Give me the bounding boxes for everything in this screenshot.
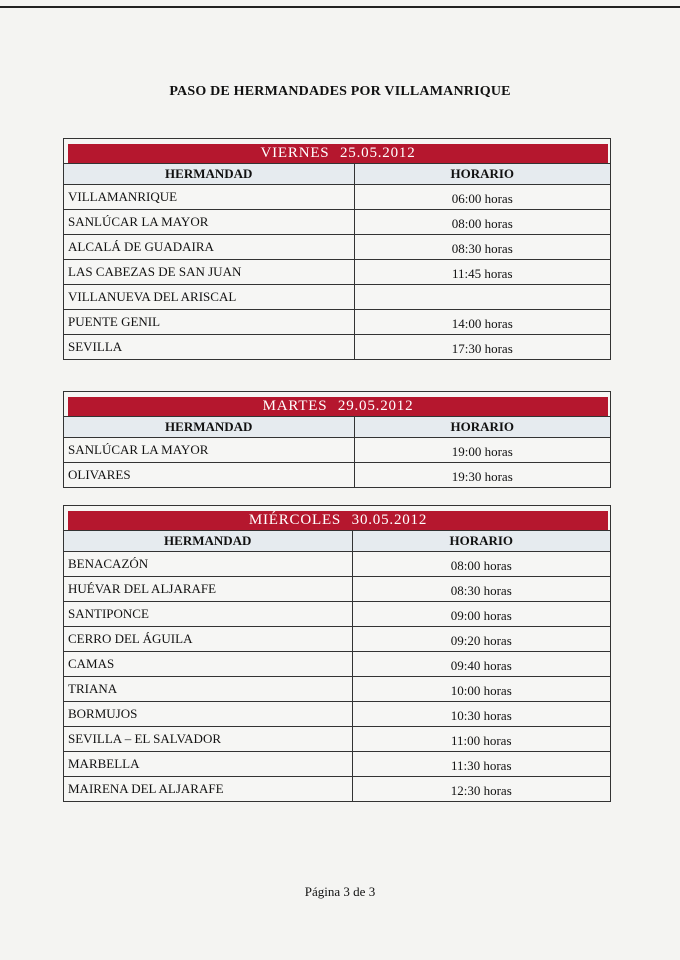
hermandad-cell: VILLANUEVA DEL ARISCAL [64,285,354,310]
scan-edge [0,0,680,8]
column-header-hermandad: HERMANDAD [64,164,354,185]
table-row [64,552,610,577]
hermandad-cell: HUÉVAR DEL ALJARAFE [64,577,352,602]
hermandad-cell: VILLAMANRIQUE [64,185,354,210]
schedule-table-martes [63,391,611,488]
day-banner [68,511,608,530]
schedule-grid [64,416,610,487]
day-label: MARTES [262,398,328,414]
table-row [64,260,610,285]
schedule-grid [64,163,610,359]
horario-cell: 19:00 horas [354,438,610,463]
column-header-hermandad: HERMANDAD [64,417,354,438]
horario-cell: 08:30 horas [352,577,610,602]
horario-cell: 08:30 horas [354,235,610,260]
schedule-table-miercoles [63,505,611,802]
hermandad-cell: LAS CABEZAS DE SAN JUAN [64,260,354,285]
column-header-horario: HORARIO [354,417,610,438]
page-number: Página 3 de 3 [304,884,376,899]
hermandad-cell: BENACAZÓN [64,552,352,577]
horario-cell: 08:00 horas [352,552,610,577]
horario-cell: 12:30 horas [352,777,610,802]
table-row [64,677,610,702]
day-banner [68,397,608,416]
horario-cell: 08:00 horas [354,210,610,235]
day-date: 29.05.2012 [337,398,414,414]
table-row [64,727,610,752]
table-row [64,310,610,335]
table-row [64,210,610,235]
horario-cell: 09:40 horas [352,652,610,677]
page-title: PASO DE HERMANDADES POR VILLAMANRIQUE [169,84,511,99]
table-row [64,602,610,627]
hermandad-cell: SEVILLA – EL SALVADOR [64,727,352,752]
horario-cell: 10:00 horas [352,677,610,702]
hermandad-cell: SEVILLA [64,335,354,360]
horario-cell: 09:20 horas [352,627,610,652]
horario-cell: 06:00 horas [354,185,610,210]
hermandad-cell: OLIVARES [64,463,354,488]
table-row [64,652,610,677]
table-row [64,577,610,602]
schedule-table-viernes [63,138,611,360]
day-label: VIERNES [260,145,330,161]
horario-cell: 09:00 horas [352,602,610,627]
day-date: 25.05.2012 [340,145,416,161]
hermandad-cell: MARBELLA [64,752,352,777]
hermandad-cell: MAIRENA DEL ALJARAFE [64,777,352,802]
horario-cell: 11:00 horas [352,727,610,752]
column-header-horario: HORARIO [352,531,610,552]
horario-cell: 11:45 horas [354,260,610,285]
day-date: 30.05.2012 [351,512,428,528]
horario-cell: 11:30 horas [352,752,610,777]
hermandad-cell: ALCALÁ DE GUADAIRA [64,235,354,260]
hermandad-cell: SANLÚCAR LA MAYOR [64,438,354,463]
table-row [64,185,610,210]
horario-cell: 17:30 horas [354,335,610,360]
table-row [64,235,610,260]
horario-cell: 10:30 horas [352,702,610,727]
table-row [64,335,610,360]
hermandad-cell: SANTIPONCE [64,602,352,627]
table-row [64,702,610,727]
horario-cell [354,285,610,310]
hermandad-cell: PUENTE GENIL [64,310,354,335]
table-row [64,438,610,463]
schedule-grid [64,530,610,801]
day-banner [68,144,608,163]
table-row [64,752,610,777]
table-row [64,285,610,310]
horario-cell: 14:00 horas [354,310,610,335]
day-label: MIÉRCOLES [248,512,342,528]
hermandad-cell: TRIANA [64,677,352,702]
column-header-hermandad: HERMANDAD [64,531,352,552]
table-row [64,777,610,802]
hermandad-cell: CERRO DEL ÁGUILA [64,627,352,652]
hermandad-cell: SANLÚCAR LA MAYOR [64,210,354,235]
table-row [64,627,610,652]
column-header-horario: HORARIO [354,164,610,185]
table-row [64,463,610,488]
hermandad-cell: BORMUJOS [64,702,352,727]
horario-cell: 19:30 horas [354,463,610,488]
hermandad-cell: CAMAS [64,652,352,677]
